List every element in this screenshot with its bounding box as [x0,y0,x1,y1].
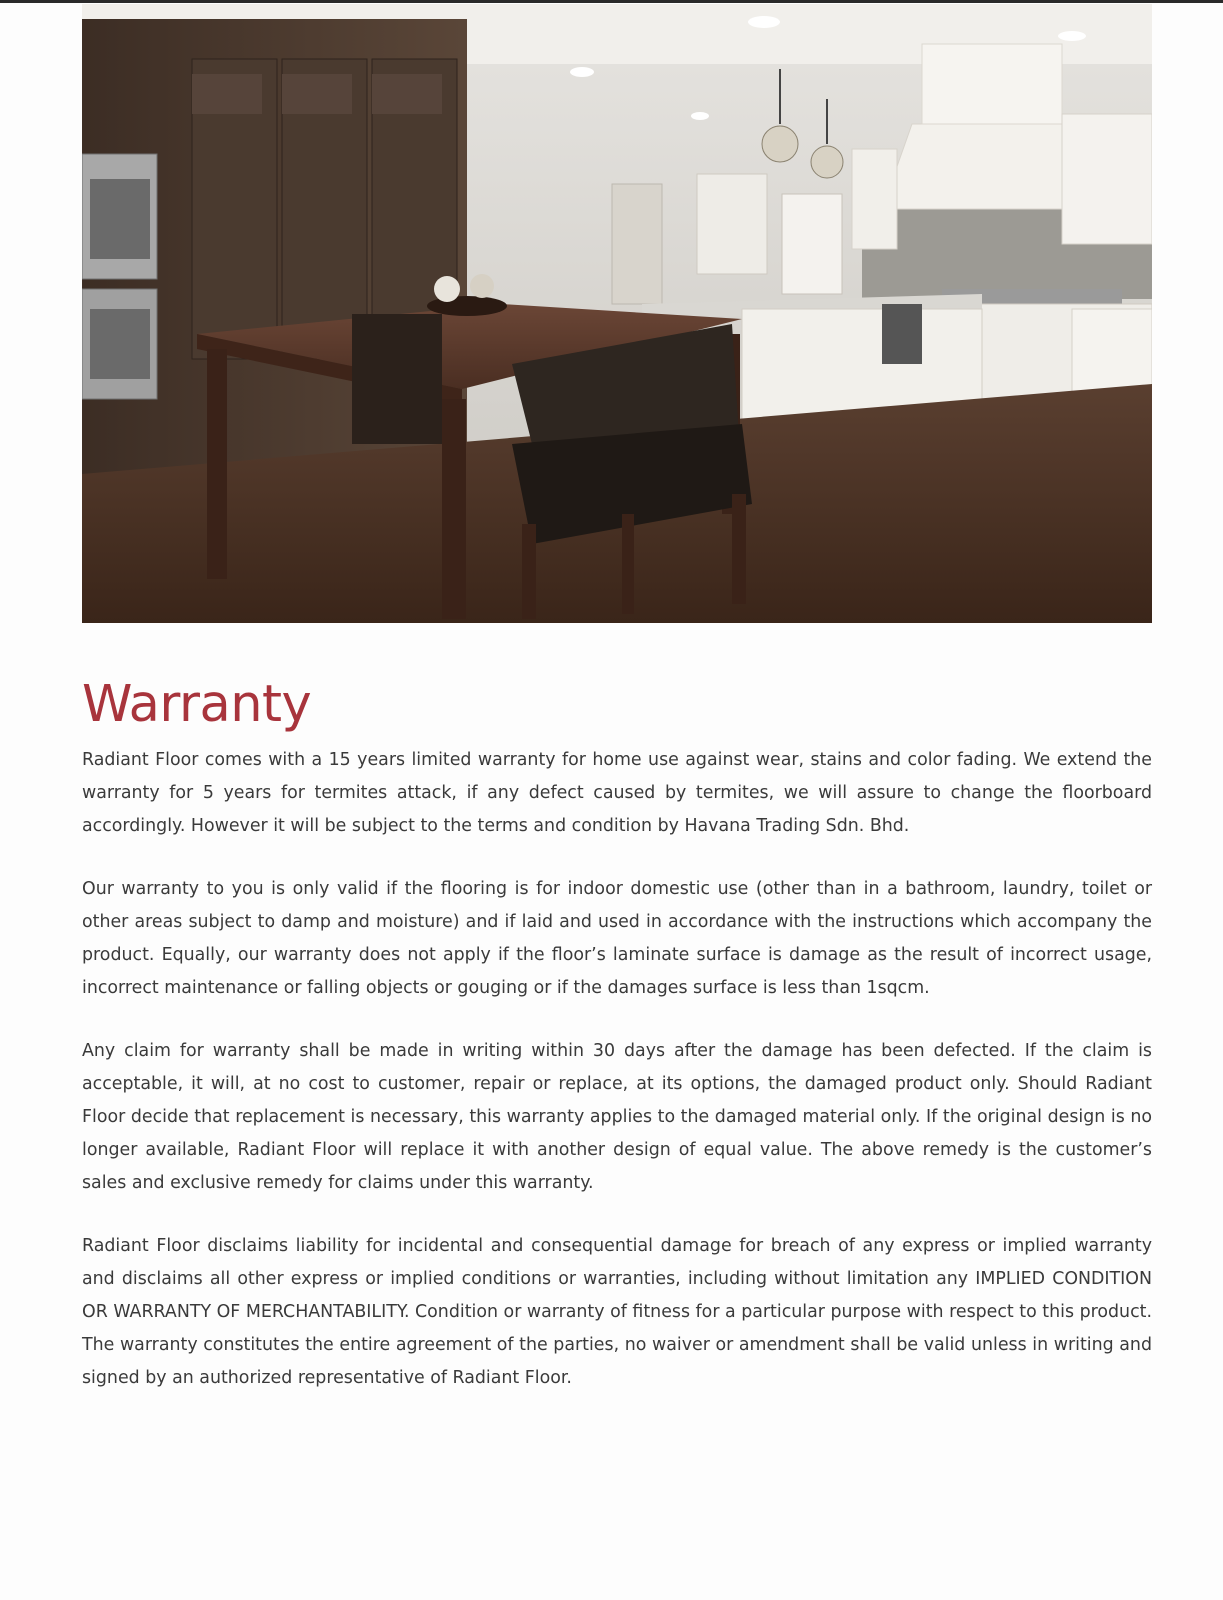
page-top-edge [0,0,1223,3]
warranty-paragraph-1: Radiant Floor comes with a 15 years limited warranty for home use against wear, stains and color fading. We extend the warranty for 5 years for termites attack, if any defect caused by termites, we will assure to change the floorboard accordingly. However it will be subject to the terms and condition by Havana Trading Sdn. Bhd. [82,750,1152,836]
warranty-section [82,672,1152,1425]
kitchen-photo [82,4,1152,623]
warranty-paragraph-4: Radiant Floor disclaims liability for incidental and consequential damage for breach of any express or implied warranty and disclaims all other express or implied conditions or warranties, including without limitation any IMPLIED CONDITION OR WARRANTY OF MERCHANTABILITY. Condition or warranty of fitness for a particular purpose with respect to this product. The warranty constitutes the entire agreement of the parties, no waiver or amendment shall be valid unless in writing and signed by an authorized representative of Radiant Floor. [82,1236,1152,1388]
warranty-paragraph-2: Our warranty to you is only valid if the flooring is for indoor domestic use (other than in a bathroom, laundry, toilet or other areas subject to damp and moisture) and if laid and used in accordance with the instructions which accompany the product. Equally, our warranty does not apply if the floor’s laminate surface is damage as the result of incorrect usage, incorrect maintenance or falling objects or gouging or if the damages surface is less than 1sqcm. [82,879,1152,998]
page-title: Warranty [82,675,312,734]
warranty-paragraph-3: Any claim for warranty shall be made in writing within 30 days after the damage has been defected. If the claim is acceptable, it will, at no cost to customer, repair or replace, at its options, the damaged product only. Should Radiant Floor decide that replacement is necessary, this warranty applies to the damaged material only. If the original design is no longer available, Radiant Floor will replace it with another design of equal value. The above remedy is the customer’s sales and exclusive remedy for claims under this warranty. [82,1041,1152,1193]
